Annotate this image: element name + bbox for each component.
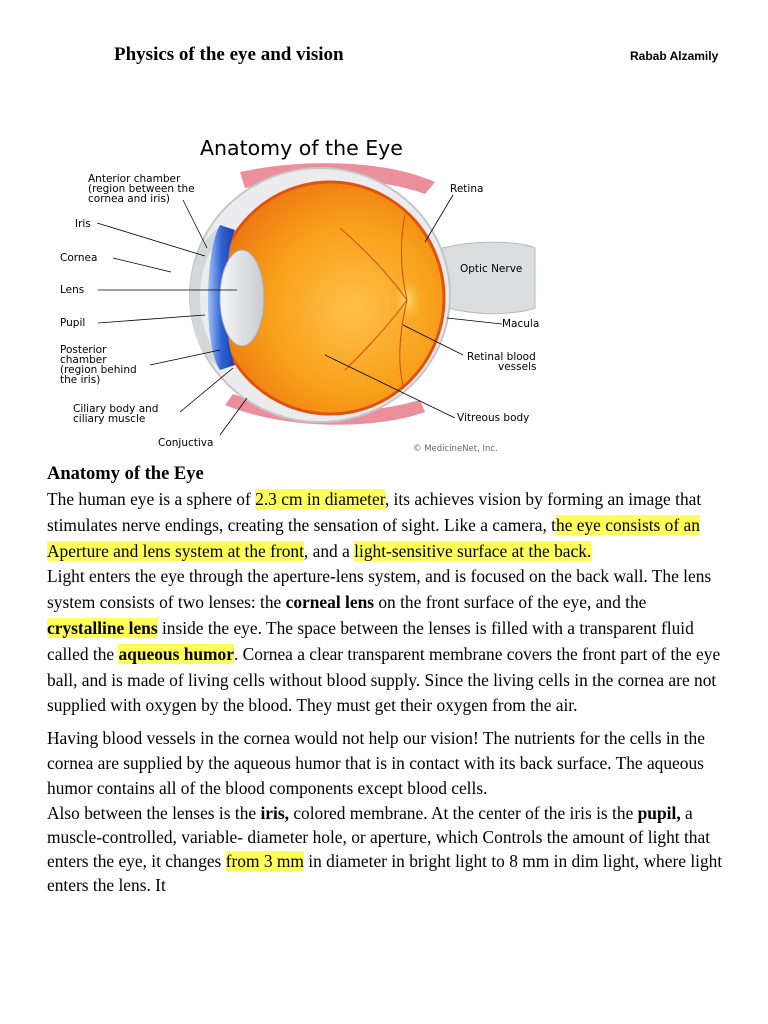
paragraph-4 xyxy=(47,801,727,897)
eye-anatomy-diagram xyxy=(55,130,545,460)
document-title: Physics of the eye and vision xyxy=(114,44,344,65)
label-posterior-chamber-2: chamber xyxy=(60,354,107,366)
label-retinal-vessels-1: Retinal blood xyxy=(467,351,536,363)
p1-text-a: The human eye is a sphere of xyxy=(47,489,256,509)
p4-highlight-3mm: from 3 mm xyxy=(225,851,304,872)
figure-title: Anatomy of the Eye xyxy=(200,136,403,160)
p2-term-corneal-lens: corneal lens xyxy=(285,592,375,613)
label-retina: Retina xyxy=(450,183,484,195)
p2-term-aqueous-humor: aqueous humor xyxy=(118,643,234,664)
label-ciliary-2: ciliary muscle xyxy=(73,413,146,425)
p1-text-b: , its achieves vision by forming an image that stimulates nerve endings, creating the sensation of sight. Like a camera, t xyxy=(47,489,702,535)
p4-text-c: a muscle-controlled, variable- diameter hole, or aperture, which Controls the amount of light that enters the eye, it changes xyxy=(47,803,711,872)
eye-anatomy-figure xyxy=(55,130,545,460)
p2-text-d: . Cornea a clear transparent membrane covers the front part of the eye ball, and is made of living cells without blood supply. Since the living cells in the cornea are not supplied with oxygen by the blood. They must get their oxygen from the air. xyxy=(47,643,721,716)
label-conjunctiva: Conjuctiva xyxy=(158,437,214,449)
lens-shape xyxy=(220,250,264,346)
p2-text-b: on the front surface of the eye, and the xyxy=(374,592,647,613)
figure-credit: © MedicineNet, Inc. xyxy=(413,444,498,454)
label-posterior-chamber-3: (region behind xyxy=(60,364,137,376)
p1-text-c: , and a xyxy=(303,540,355,561)
section-heading: Anatomy of the Eye xyxy=(47,464,204,484)
p2-text-a: Light enters the eye through the aperture-lens system, and is focused on the back wall. The lens system consists of two lenses: the xyxy=(47,566,712,613)
label-ciliary-1: Ciliary body and xyxy=(73,403,159,415)
document-author: Rabab Alzamily xyxy=(630,49,719,63)
p4-text-b: colored membrane. At the center of the iris is the xyxy=(288,803,638,824)
label-pupil: Pupil xyxy=(60,317,86,329)
label-vitreous: Vitreous body xyxy=(457,412,530,424)
p4-term-iris: iris, xyxy=(260,803,289,824)
p2-text-c: inside the eye. The space between the lenses is filled with a transparent fluid called the xyxy=(47,617,694,664)
p4-text-d: in diameter in bright light to 8 mm in dim light, where light enters the lens. It xyxy=(47,851,723,896)
label-posterior-chamber-4: the iris) xyxy=(60,374,101,386)
p4-term-pupil: pupil, xyxy=(637,803,681,824)
label-retinal-vessels-2: vessels xyxy=(498,361,537,373)
label-iris: Iris xyxy=(75,218,91,230)
p4-text-a: Also between the lenses is the xyxy=(47,803,261,824)
label-optic-nerve: Optic Nerve xyxy=(460,263,523,275)
p1-highlight-surface: light-sensitive surface at the back. xyxy=(354,540,592,561)
article-body xyxy=(47,462,727,897)
paragraph-2 xyxy=(47,564,727,719)
label-macula: Macula xyxy=(502,318,540,330)
paragraph-1 xyxy=(47,487,727,564)
label-cornea: Cornea xyxy=(60,252,98,264)
label-lens: Lens xyxy=(60,284,85,296)
label-anterior-chamber-1: Anterior chamber xyxy=(88,173,181,185)
label-anterior-chamber-2: (region between the xyxy=(88,183,195,195)
p2-term-crystalline-lens: crystalline lens xyxy=(47,617,158,638)
paragraph-3: Having blood vessels in the cornea would not help our vision! The nutrients for the cells in the cornea are supplied by the aqueous humor that is in contact with its back surface. The aqueous humor contains all of the blood components except blood cells. xyxy=(47,728,705,799)
p1-highlight-diameter: 2.3 cm in diameter xyxy=(255,489,385,509)
label-posterior-chamber-1: Posterior xyxy=(60,344,107,356)
label-anterior-chamber-3: cornea and iris) xyxy=(88,193,171,205)
p1-highlight-aperture: he eye consists of an Aperture and lens system at the front xyxy=(47,514,700,561)
